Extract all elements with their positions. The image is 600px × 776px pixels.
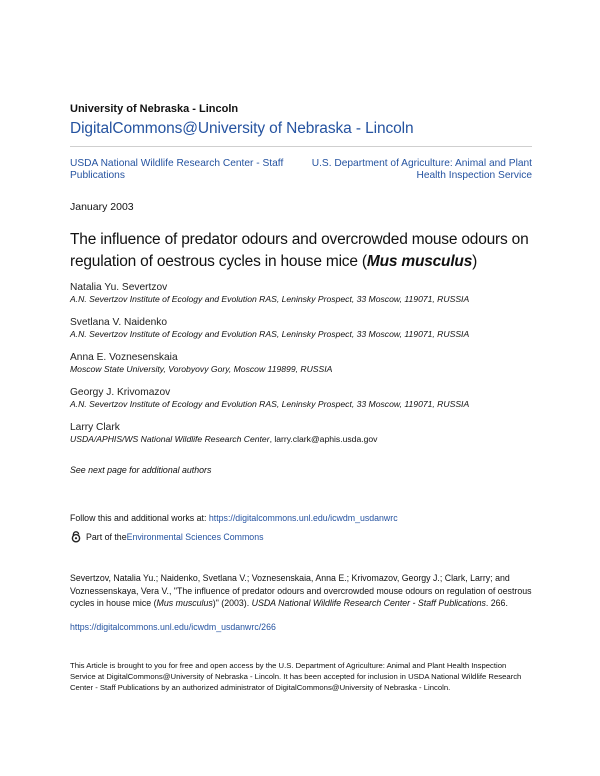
part-of-line	[70, 531, 264, 543]
collection-link-right[interactable]: U.S. Department of Agriculture: Animal and Plant Health Inspection Service	[311, 158, 532, 181]
citation-block	[70, 572, 532, 610]
collection-link-left[interactable]: USDA National Wildlife Research Center - Staff Publications	[70, 158, 284, 181]
author-affiliation-text: A.N. Severtzov Institute of Ecology and Evolution RAS, Leninsky Prospect, 33 Moscow, 119071, RUSSIA	[70, 294, 470, 304]
publication-date: January 2003	[70, 201, 134, 213]
author-name: Georgy J. Krivomazov	[70, 387, 171, 398]
access-notice: This Article is brought to you for free and open access by the U.S. Department of Agriculture: Animal and Plant Health Inspection Service at DigitalCommons@University of Nebraska - Lincoln. It has been accepted for inclusion in USDA National Wildlife Research Center - Staff Publications by an authorized administrator of DigitalCommons@University of Nebraska - Lincoln.	[70, 661, 522, 692]
citation-text-start: Severtzov, Natalia Yu.; Naidenko, Svetlana V.; Voznesenskaia, Anna E.; Krivomazov, Georgy J.; Clark, Larry; and Voznessenskaya, Vera V., "The influence of predator odours and overcrowded mouse odours on regulation of oestrous cycles in house mice (	[70, 573, 532, 608]
author-affiliation	[70, 294, 532, 305]
author-affiliation-text: USDA/APHIS/WS National Wildlife Research Center	[70, 434, 270, 444]
follow-link[interactable]: https://digitalcommons.unl.edu/icwdm_usdanwrc	[208, 513, 398, 523]
author-affiliation-text: A.N. Severtzov Institute of Ecology and Evolution RAS, Leninsky Prospect, 33 Moscow, 119071, RUSSIA	[70, 329, 470, 339]
citation-journal: USDA National Wildlife Research Center - Staff Publications	[251, 598, 486, 608]
article-title-close: )	[472, 253, 478, 270]
citation-url-link[interactable]: https://digitalcommons.unl.edu/icwdm_usdanwrc/266	[70, 622, 276, 632]
part-of-prefix: Part of the	[86, 532, 127, 542]
follow-line	[70, 513, 398, 523]
author-affiliation	[70, 434, 532, 445]
institution-name	[70, 103, 238, 115]
author-name: Larry Clark	[70, 422, 120, 433]
author-affiliation-text: Moscow State University, Vorobyovy Gory, Moscow 119899, RUSSIA	[70, 364, 333, 374]
author-affiliation	[70, 364, 532, 375]
citation-species: Mus musculus	[156, 598, 213, 608]
author-affiliation	[70, 399, 532, 410]
author-affiliation-text: A.N. Severtzov Institute of Ecology and Evolution RAS, Leninsky Prospect, 33 Moscow, 119071, RUSSIA	[70, 399, 470, 409]
author-entry	[70, 351, 532, 375]
additional-authors-note: See next page for additional authors	[70, 465, 212, 475]
repository-link[interactable]: DigitalCommons@University of Nebraska - Lincoln	[70, 120, 414, 137]
follow-prefix: Follow this and additional works at:	[70, 513, 209, 523]
citation-url-line	[70, 622, 276, 632]
citation-text-mid: )" (2003).	[212, 598, 252, 608]
author-entry	[70, 281, 532, 305]
author-entry	[70, 421, 532, 445]
author-entry	[70, 316, 532, 340]
author-name: Natalia Yu. Severtzov	[70, 282, 168, 293]
author-email[interactable]: , larry.clark@aphis.usda.gov	[269, 434, 378, 444]
commons-link[interactable]: Environmental Sciences Commons	[126, 532, 264, 542]
article-title-main: The influence of predator odours and overcrowded mouse odours on regulation of oestrous cycles in house mice (	[70, 231, 529, 270]
open-access-icon	[70, 531, 82, 543]
author-name: Anna E. Voznesenskaia	[70, 352, 178, 363]
author-entry	[70, 386, 532, 410]
author-name: Svetlana V. Naidenko	[70, 317, 168, 328]
article-title	[70, 229, 532, 273]
institution-name-text: University of Nebraska - Lincoln	[70, 103, 239, 115]
author-list	[70, 281, 532, 456]
header-divider	[70, 146, 532, 147]
author-affiliation	[70, 329, 532, 340]
article-title-species: Mus musculus	[366, 253, 473, 270]
citation-text-end: . 266.	[485, 598, 508, 608]
